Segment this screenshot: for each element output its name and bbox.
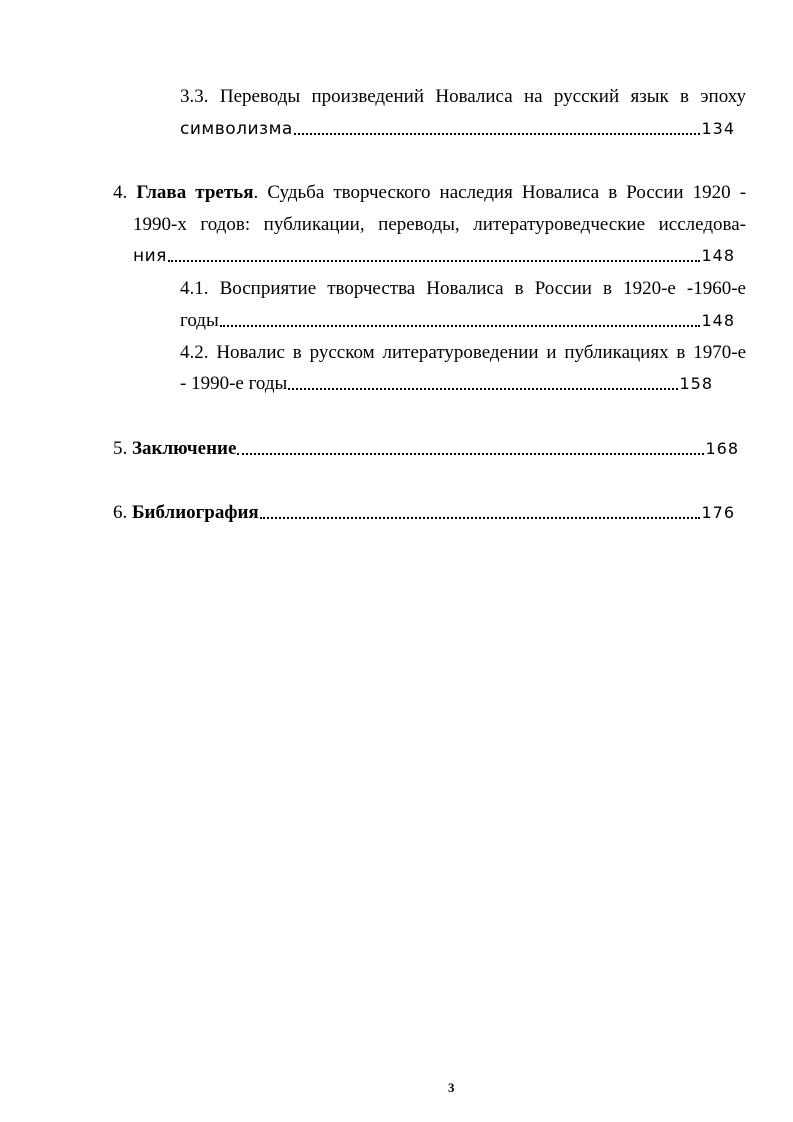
leader-dots bbox=[168, 259, 701, 262]
toc-page-number: 176 bbox=[701, 503, 735, 522]
toc-text: 4.2. Новалис в русском литературоведении и публикациях в 1970-е bbox=[180, 342, 746, 363]
toc-text bbox=[113, 502, 259, 524]
toc-text: - 1990-е годы bbox=[180, 373, 288, 394]
toc-entry-4-1-line2 bbox=[180, 310, 735, 332]
toc-number: 6. bbox=[113, 502, 128, 523]
toc-text bbox=[113, 438, 236, 460]
toc-entry-6 bbox=[113, 502, 735, 524]
toc-page-number: 168 bbox=[705, 439, 739, 458]
toc-text: годы bbox=[180, 310, 219, 331]
leader-dots bbox=[260, 516, 701, 519]
toc-page-number: 148 bbox=[701, 246, 735, 265]
leader-dots bbox=[288, 387, 678, 390]
toc-text: 1990-х годов: публикации, переводы, литературоведческие исследова- bbox=[133, 214, 746, 235]
toc-text: . Судьба творческого наследия Новалиса в России 1920 - bbox=[253, 182, 747, 203]
section-title: Заключение bbox=[132, 438, 237, 459]
toc-entry-3-3-line2 bbox=[180, 118, 735, 140]
toc-page-number: 148 bbox=[701, 311, 735, 330]
toc-entry-4-line3 bbox=[133, 245, 735, 267]
toc-page-number: 158 bbox=[679, 374, 713, 393]
toc-entry-4-2-line1 bbox=[180, 342, 746, 364]
toc-page-number: 134 bbox=[701, 119, 735, 138]
toc-text: 4.1. Восприятие творчества Новалиса в России в 1920-е -1960-е bbox=[180, 278, 746, 299]
section-title: Библиография bbox=[132, 502, 259, 523]
toc-entry-5 bbox=[113, 438, 739, 460]
toc-text: ния bbox=[133, 246, 167, 266]
toc-number: 5. bbox=[113, 438, 128, 459]
toc-entry-4-1-line1 bbox=[180, 278, 746, 300]
toc-text: 3.3. Переводы произведений Новалиса на русский язык в эпоху bbox=[180, 86, 746, 107]
toc-entry-4-2-line2 bbox=[180, 373, 713, 395]
toc-entry-3-3-line1 bbox=[180, 86, 746, 108]
toc-entry-4-line2 bbox=[133, 214, 746, 236]
toc-entry-4-line1 bbox=[113, 182, 746, 204]
page-number: 3 bbox=[448, 1080, 455, 1095]
toc-number: 4. bbox=[113, 182, 128, 203]
toc-text: символизма bbox=[180, 119, 293, 139]
leader-dots bbox=[294, 132, 701, 135]
leader-dots bbox=[237, 452, 704, 455]
leader-dots bbox=[220, 324, 701, 327]
chapter-title: Глава третья bbox=[136, 182, 254, 203]
